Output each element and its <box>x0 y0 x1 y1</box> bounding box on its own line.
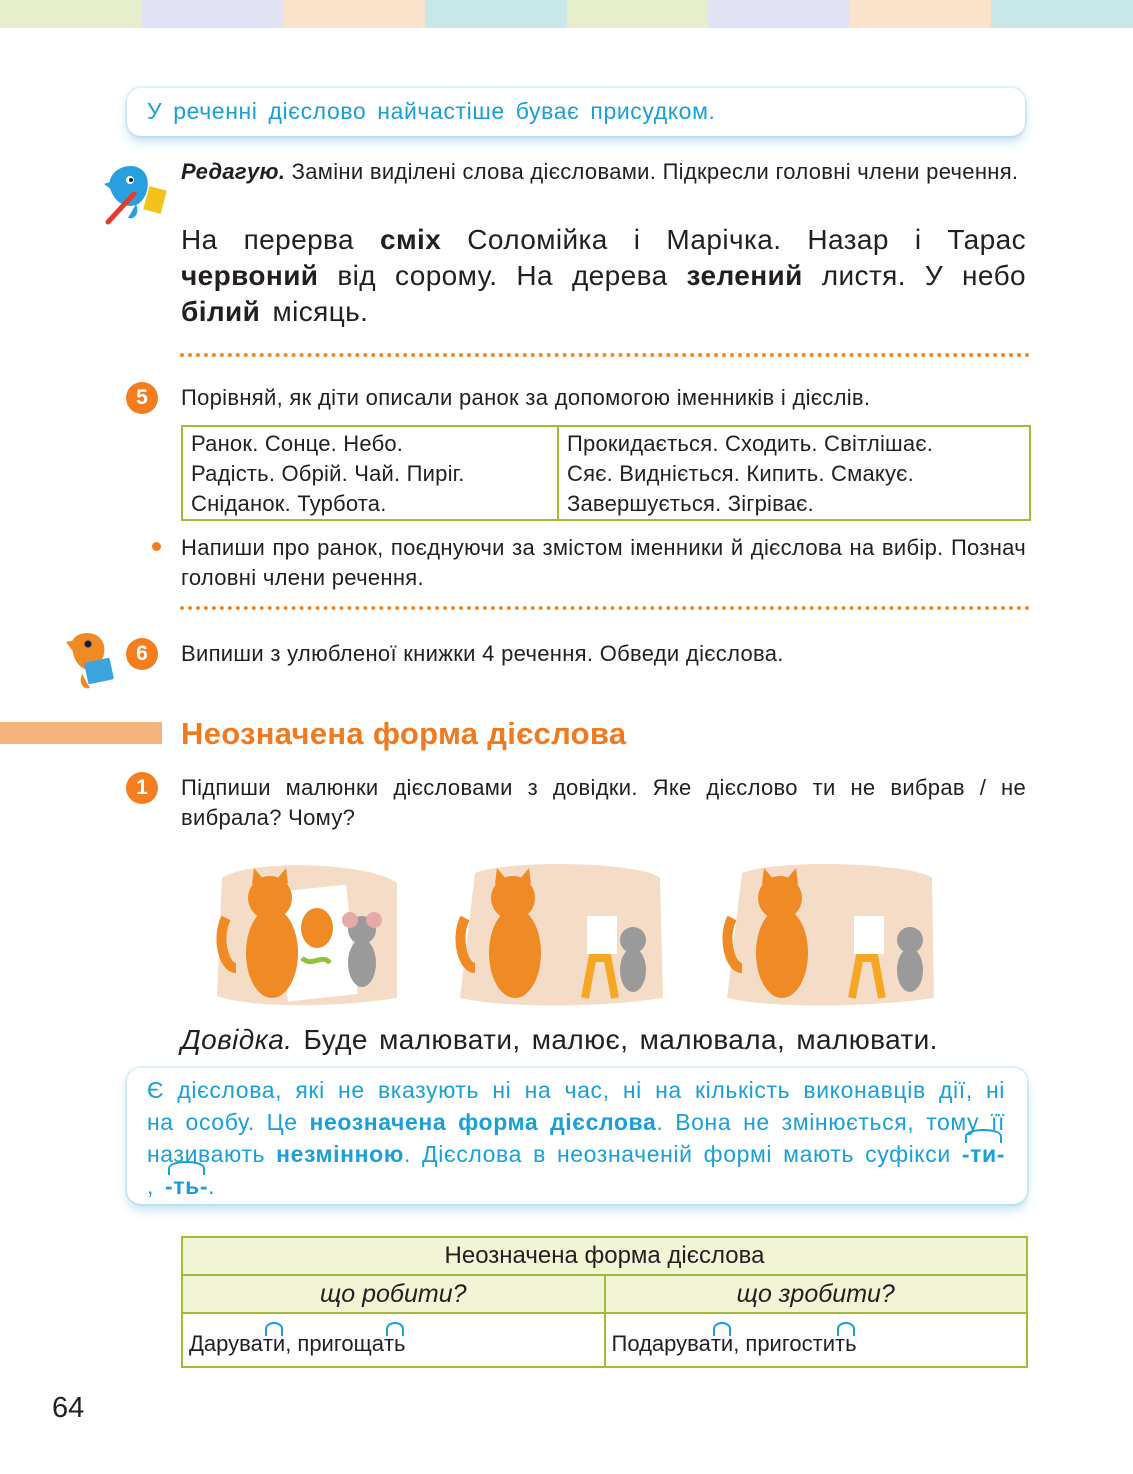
definition-box <box>127 1068 1027 1204</box>
infinitive-table <box>181 1236 1028 1368</box>
task6-text: Випиши з улюбленої книжки 4 речення. Обведи дієслова. <box>181 641 784 666</box>
definition-part: . Дієслова в неозначеній формі мають суфікси <box>403 1141 962 1167</box>
definition-term: неозначена форма дієслова <box>309 1109 657 1135</box>
text-fragment: На перерва <box>181 224 380 255</box>
suffix-arc: ть <box>383 1331 406 1356</box>
text-fragment: місяць. <box>260 296 369 327</box>
stripe-segment <box>142 0 284 28</box>
stripe-segment <box>425 0 567 28</box>
top-color-stripe <box>0 0 1133 28</box>
hint-line <box>181 1024 938 1056</box>
nouns-line: Сніданок. Турбота. <box>191 491 387 516</box>
section-marker-bar <box>0 722 162 744</box>
definition-part: Є дієслова, які не вказують ні на час, ні на кількість виконавців дії, ні на особу. Це <box>147 1077 1005 1135</box>
text-fragment: від сорому. На дерева <box>318 260 687 291</box>
table-title: Неозначена форма дієслова <box>182 1237 1027 1275</box>
table-cell <box>182 1313 605 1367</box>
comparison-table <box>181 425 1031 521</box>
definition-end: . <box>208 1173 216 1199</box>
stripe-segment <box>850 0 992 28</box>
rule-text: У реченні дієслово найчастіше буває присудком. <box>147 98 716 124</box>
word-stem: , пригоща <box>285 1331 384 1356</box>
stripe-segment <box>283 0 425 28</box>
word-stem: Дарува <box>189 1331 263 1356</box>
edit-instruction-text: Заміни виділені слова дієсловами. Підкресли головні члени речення. <box>291 159 1019 184</box>
hint-label: Довідка. <box>181 1024 293 1055</box>
stripe-segment <box>708 0 850 28</box>
book-mascot-icon <box>64 628 128 692</box>
painting-mascot-icon <box>100 158 172 228</box>
highlighted-word: зелений <box>686 260 803 291</box>
hint-text: Буде малювати, малює, малювала, малювати. <box>292 1024 938 1055</box>
stripe-segment <box>567 0 709 28</box>
table-cell <box>605 1313 1028 1367</box>
highlighted-word: білий <box>181 296 261 327</box>
edit-text-parts <box>181 224 1026 327</box>
verbs-cell <box>558 426 1030 520</box>
page-number: 64 <box>52 1392 85 1424</box>
verbs-line: Прокидається. Сходить. Світлішає. <box>567 431 934 456</box>
edit-text <box>181 222 1026 330</box>
dotted-divider <box>180 606 1030 610</box>
definition-separator: , <box>147 1173 165 1199</box>
task-number-badge: 1 <box>126 772 158 804</box>
text-fragment: листя. У небо <box>802 260 1026 291</box>
definition-text <box>147 1074 1005 1202</box>
nouns-cell <box>182 426 558 520</box>
verbs-line: Завершується. Зігріває. <box>567 491 814 516</box>
edit-instruction <box>181 157 1026 187</box>
stripe-segment <box>0 0 142 28</box>
task-number-badge: 5 <box>126 382 158 414</box>
rule-box <box>127 88 1025 136</box>
definition-term: незмінною <box>276 1141 404 1167</box>
task-number-badge: 6 <box>126 638 158 670</box>
verbs-line: Сяє. Видніється. Кипить. Смакує. <box>567 461 914 486</box>
dotted-divider <box>180 353 1030 357</box>
definition-part: . Вона не змінюється, тому її називають <box>147 1109 1005 1167</box>
stripe-segment <box>991 0 1133 28</box>
cat-painting-illustration <box>455 858 670 1008</box>
task5-text: Порівняй, як діти описали ранок за допомогою іменників і дієслів. <box>181 385 871 410</box>
bullet-dot <box>152 542 161 551</box>
task1-text: Підпиши малюнки дієсловами з довідки. Яке дієслово ти не вибрав / не вибрала? Чому? <box>181 775 1026 830</box>
highlighted-word: сміх <box>379 224 442 255</box>
text-fragment: Соломійка і Марічка. Назар і Тарас <box>441 224 1026 255</box>
cat-easel-illustration <box>722 858 942 1008</box>
nouns-line: Радість. Обрій. Чай. Пиріг. <box>191 461 465 486</box>
suffix-t: -ть- <box>165 1170 208 1202</box>
column-header: що зробити? <box>605 1275 1028 1313</box>
suffix-ti: -ти- <box>962 1138 1005 1170</box>
suffix-arc: ти <box>710 1331 734 1356</box>
suffix-arc: ти <box>262 1331 286 1356</box>
suffix-arc: ть <box>835 1331 857 1356</box>
word-stem: , пригости <box>733 1331 835 1356</box>
edit-title: Редагую. <box>181 159 286 184</box>
highlighted-word: червоний <box>181 260 319 291</box>
task5-bullet-text: Напиши про ранок, поєднуючи за змістом іменники й дієслова на вибір. Познач головні члени речення. <box>181 535 1026 590</box>
cat-drawing-illustration <box>212 858 402 1008</box>
column-header: що робити? <box>182 1275 605 1313</box>
word-stem: Подарува <box>611 1331 711 1356</box>
section-title: Неозначена форма дієслова <box>181 716 627 751</box>
nouns-line: Ранок. Сонце. Небо. <box>191 431 404 456</box>
